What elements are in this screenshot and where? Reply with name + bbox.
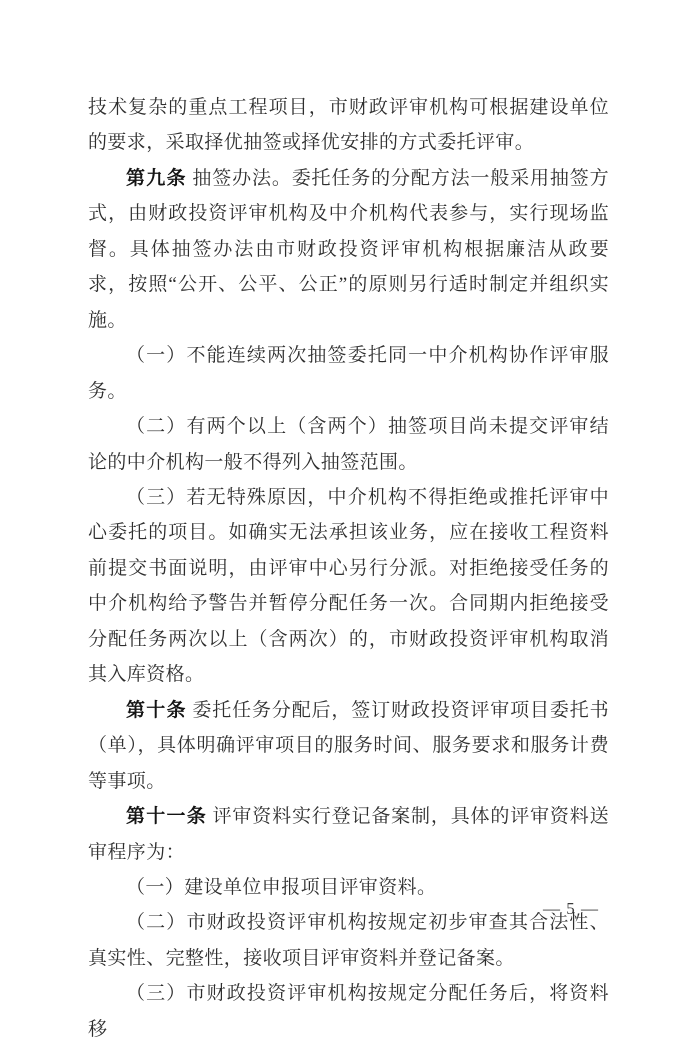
paragraph-continuation — [88, 90, 609, 161]
paragraph-text: （三）市财政投资评审机构按规定分配任务后，将资料移 — [88, 983, 609, 1040]
article-label: 第九条 — [126, 167, 187, 189]
paragraph-text: （一）建设单位申报项目评审资料。 — [126, 876, 437, 898]
paragraph-item-3b — [88, 976, 609, 1047]
article-label: 第十一条 — [126, 806, 207, 828]
article-label: 第十条 — [126, 699, 187, 721]
paragraph-text: （二）市财政投资评审机构按规定初步审查其合法性、真实性、完整性，接收项目评审资料并登记备案。 — [88, 912, 609, 969]
paragraph-text: （一）不能连续两次抽签委托同一中介机构协作评审服务。 — [88, 345, 609, 402]
paragraph-item-3 — [88, 480, 609, 693]
paragraph-article-9 — [88, 161, 609, 338]
paragraph-text: 委托任务分配后，签订财政投资评审项目委托书（单），具体明确评审项目的服务时间、服务要求和服务计费等事项。 — [88, 699, 609, 792]
paragraph-text: 抽签办法。委托任务的分配方法一般采用抽签方式，由财政投资评审机构及中介机构代表参与，实行现场监督。具体抽签办法由市财政投资评审机构根据廉洁从政要求，按照“公开、公平、公正”的原则另行适时制定并组织实施。 — [88, 167, 609, 331]
paragraph-text: 评审资料实行登记备案制，具体的评审资料送审程序为： — [88, 806, 610, 863]
paragraph-text: （三）若无特殊原因，中介机构不得拒绝或推托评审中心委托的项目。如确实无法承担该业务，应在接收工程资料前提交书面说明，由评审中心另行分派。对拒绝接受任务的中介机构给予警告并暂停分配任务一次。合同期内拒绝接受分配任务两次以上（含两次）的，市财政投资评审机构取消其入库资格。 — [88, 486, 609, 686]
paragraph-article-11 — [88, 799, 609, 870]
page-number: — 5 — — [543, 899, 599, 918]
paragraph-text: （二）有两个以上（含两个）抽签项目尚未提交评审结论的中介机构一般不得列入抽签范围。 — [88, 416, 609, 473]
paragraph-text: 技术复杂的重点工程项目，市财政评审机构可根据建设单位的要求，采取择优抽签或择优安排的方式委托评审。 — [88, 97, 609, 154]
paragraph-item-2 — [88, 409, 609, 480]
paragraph-item-1 — [88, 338, 609, 409]
paragraph-article-10 — [88, 693, 609, 799]
